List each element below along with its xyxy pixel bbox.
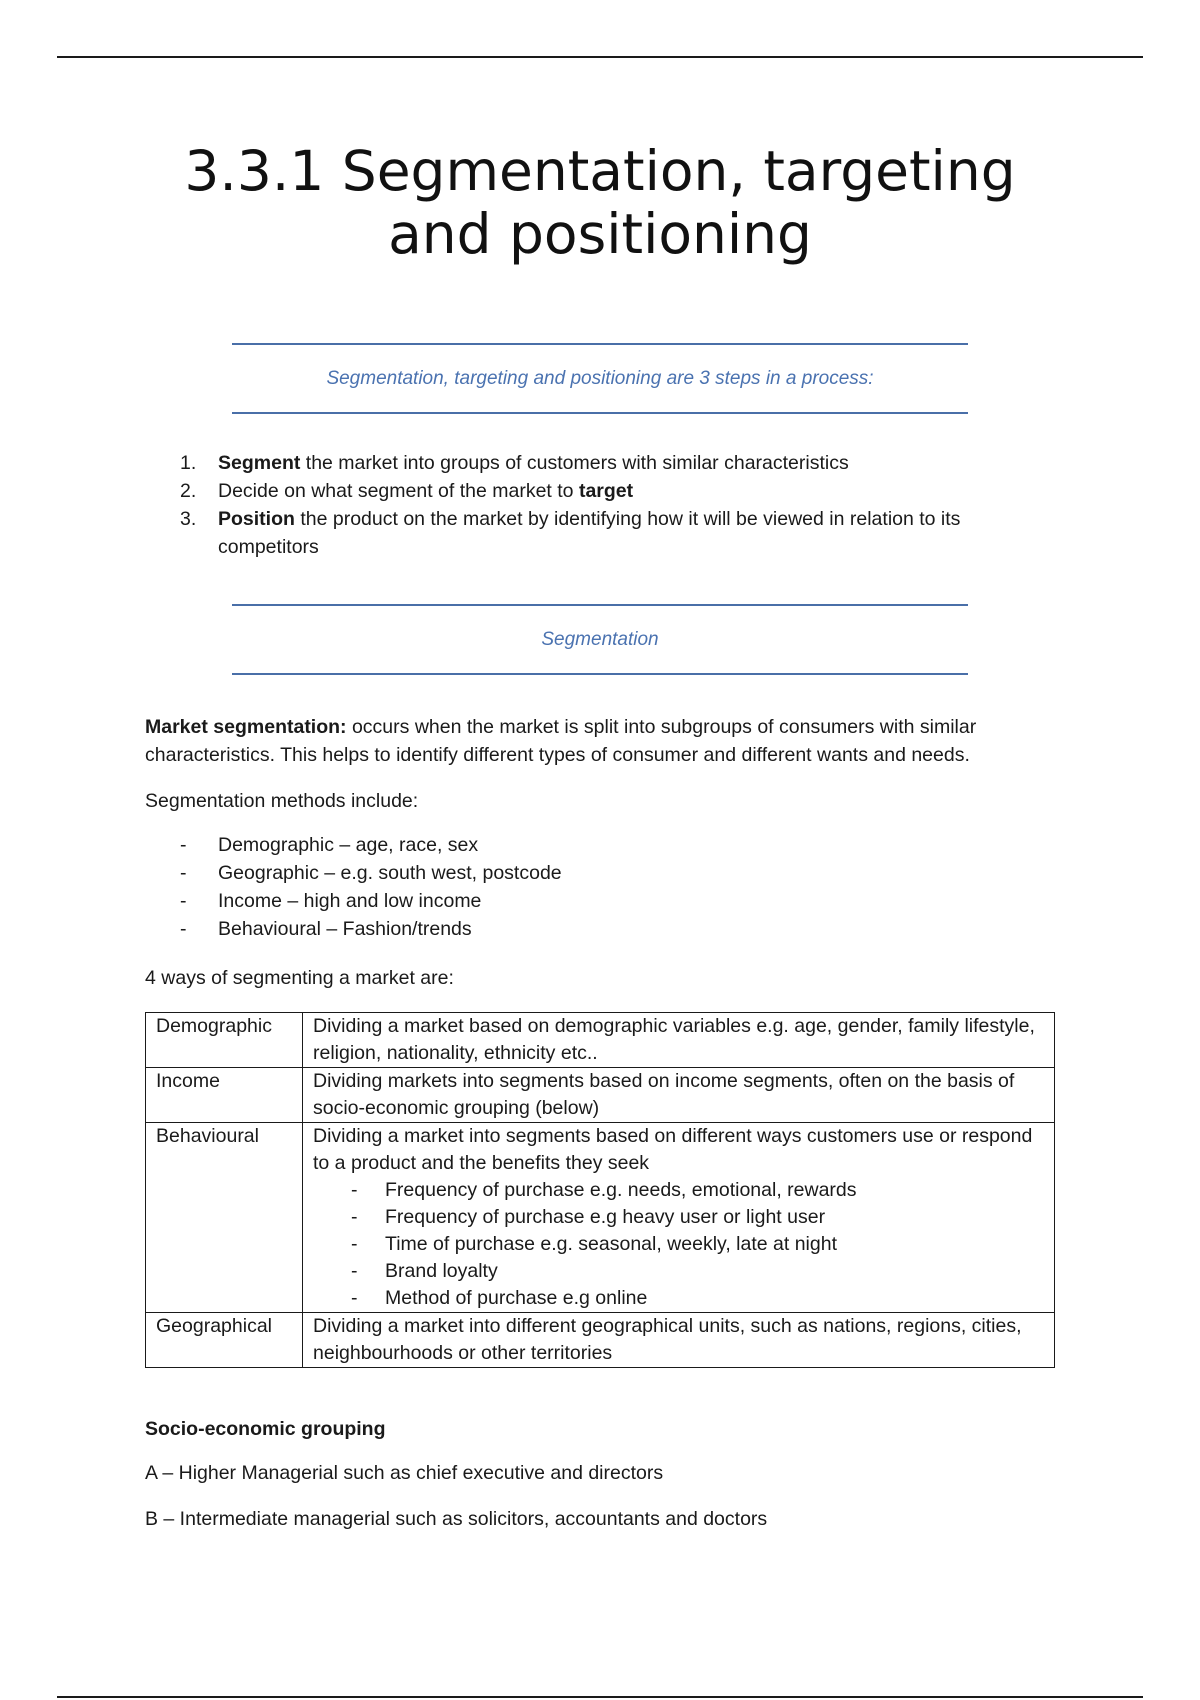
step-pre: Decide on what segment of the market to xyxy=(218,480,579,502)
step-item xyxy=(180,449,1020,477)
bullet-text: Frequency of purchase e.g heavy user or light user xyxy=(385,1206,826,1228)
method-text: Geographic – e.g. south west, postcode xyxy=(218,862,562,884)
method-item xyxy=(180,859,562,887)
bullet-item xyxy=(313,1258,1044,1285)
footer-rule xyxy=(57,1696,1143,1698)
table-row xyxy=(146,1013,1055,1068)
method-item xyxy=(180,915,562,943)
dash-bullet: - xyxy=(351,1260,358,1282)
table-row xyxy=(146,1313,1055,1368)
step-item xyxy=(180,477,1020,505)
way-name-cell: Behavioural xyxy=(146,1123,303,1313)
socio-heading: Socio-economic grouping xyxy=(145,1418,386,1440)
methods-intro: Segmentation methods include: xyxy=(145,790,419,812)
way-desc-cell: Dividing a market based on demographic variables e.g. age, gender, family lifestyle, religion, nationality, ethnicity etc.. xyxy=(303,1013,1055,1068)
dash-bullet: - xyxy=(351,1287,358,1309)
segmentation-ways-table xyxy=(145,1012,1055,1368)
method-text: Demographic – age, race, sex xyxy=(218,834,479,856)
bullet-text: Brand loyalty xyxy=(385,1260,498,1282)
way-name-cell: Demographic xyxy=(146,1013,303,1068)
step-text: the market into groups of customers with similar characteristics xyxy=(300,452,849,474)
step-text: the product on the market by identifying how it will be viewed in relation to its competitors xyxy=(218,508,961,558)
dash-bullet: - xyxy=(351,1206,358,1228)
ways-intro: 4 ways of segmenting a market are: xyxy=(145,967,454,989)
table-row xyxy=(146,1123,1055,1313)
way-desc-cell xyxy=(303,1123,1055,1313)
table-row xyxy=(146,1068,1055,1123)
dash-bullet: - xyxy=(351,1233,358,1255)
bullet-item xyxy=(313,1231,1044,1258)
dash-bullet: - xyxy=(351,1179,358,1201)
step-number: 3. xyxy=(180,508,197,530)
method-text: Income – high and low income xyxy=(218,890,482,912)
step-number: 2. xyxy=(180,480,197,502)
bullet-item xyxy=(313,1204,1044,1231)
dash-bullet: - xyxy=(180,918,187,940)
dash-bullet: - xyxy=(180,890,187,912)
section-quote: Segmentation xyxy=(232,604,968,675)
market-segmentation-definition xyxy=(145,713,1065,769)
bullet-item xyxy=(313,1285,1044,1312)
bullet-text: Time of purchase e.g. seasonal, weekly, late at night xyxy=(385,1233,837,1255)
bullet-item xyxy=(313,1177,1044,1204)
socio-group-b: B – Intermediate managerial such as solicitors, accountants and doctors xyxy=(145,1508,768,1530)
step-keyword: Segment xyxy=(218,452,301,474)
socio-group-a: A – Higher Managerial such as chief executive and directors xyxy=(145,1462,664,1484)
way-desc-cell: Dividing markets into segments based on income segments, often on the basis of socio-economic grouping (below) xyxy=(303,1068,1055,1123)
step-number: 1. xyxy=(180,452,197,474)
header-rule xyxy=(57,56,1143,58)
step-keyword: target xyxy=(578,480,634,502)
page-title: 3.3.1 Segmentation, targeting and positioning xyxy=(184,139,1016,266)
way-name-cell: Income xyxy=(146,1068,303,1123)
way-desc-cell: Dividing a market into different geographical units, such as nations, regions, cities, neighbourhoods or other territories xyxy=(303,1313,1055,1368)
definition-term: Market segmentation: xyxy=(145,716,347,738)
intro-quote: Segmentation, targeting and positioning are 3 steps in a process: xyxy=(232,343,968,414)
definition-text: occurs when the market is split into subgroups of consumers with similar characteristics. This helps to identify different types of consumer and different wants and needs. xyxy=(145,716,977,766)
behaviour-bullets xyxy=(313,1177,1044,1312)
bullet-text: Frequency of purchase e.g. needs, emotional, rewards xyxy=(385,1179,857,1201)
step-item xyxy=(180,505,1020,561)
method-item xyxy=(180,887,562,915)
method-item xyxy=(180,831,562,859)
bullet-text: Method of purchase e.g online xyxy=(385,1287,648,1309)
steps-list xyxy=(180,449,1020,561)
method-text: Behavioural – Fashion/trends xyxy=(218,918,472,940)
dash-bullet: - xyxy=(180,862,187,884)
way-desc-text: Dividing a market into segments based on different ways customers use or respond to a product and the benefits they seek xyxy=(313,1125,1033,1174)
way-name-cell: Geographical xyxy=(146,1313,303,1368)
methods-list xyxy=(180,831,562,943)
step-keyword: Position xyxy=(218,508,295,530)
dash-bullet: - xyxy=(180,834,187,856)
